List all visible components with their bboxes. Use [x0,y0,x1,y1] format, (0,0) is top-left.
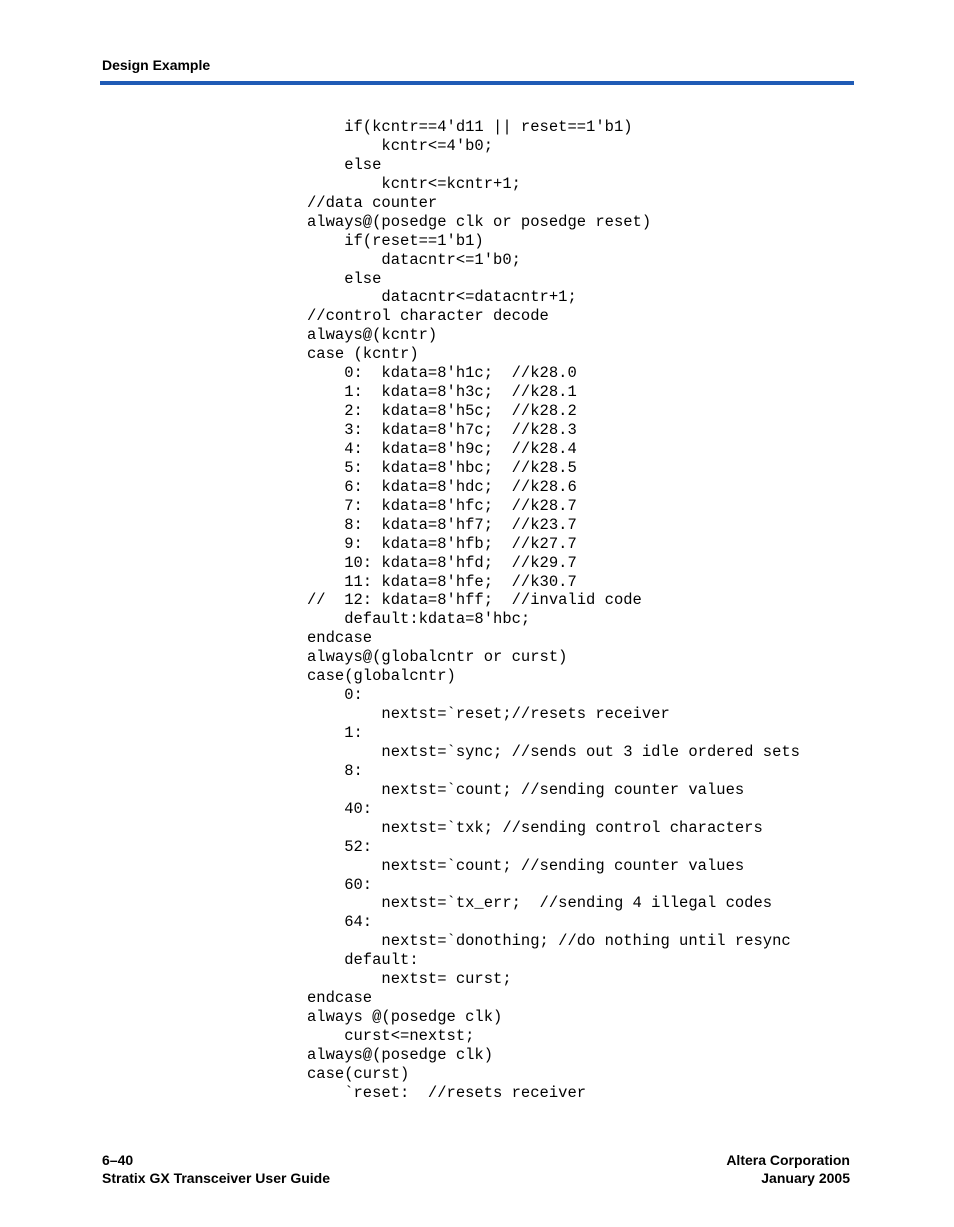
code-line: default: [307,951,419,970]
code-line: `reset: //resets receiver [307,1083,587,1102]
code-line: 2: kdata=8'h5c; //k28.2 [307,402,577,421]
code-line: 40: [307,799,373,818]
footer-right [726,1151,850,1187]
code-line: nextst=`reset;//resets receiver [307,705,670,724]
code-line: 7: kdata=8'hfc; //k28.7 [307,496,577,515]
footer-left [102,1151,330,1187]
code-line: 9: kdata=8'hfb; //k27.7 [307,534,577,553]
code-line: always@(posedge clk) [307,1045,494,1064]
code-line: 1: kdata=8'h3c; //k28.1 [307,383,577,402]
code-line: datacntr<=datacntr+1; [307,288,577,307]
code-line: 3: kdata=8'h7c; //k28.3 [307,421,577,439]
code-line: case(globalcntr) [307,667,456,686]
guide-title: Stratix GX Transceiver User Guide [102,1170,330,1186]
code-line: endcase [307,629,373,648]
code-line: endcase [307,989,373,1008]
code-line: 0: kdata=8'h1c; //k28.0 [307,364,577,383]
running-header-title: Design Example [102,57,211,73]
code-line: nextst=`donothing; //do nothing until resync [307,932,791,951]
code-line: datacntr<=1'b0; [307,250,521,269]
header-rule [100,81,854,85]
code-line: kcntr<=kcntr+1; [307,174,521,193]
code-line: //data counter [307,193,438,212]
code-line: 6: kdata=8'hdc; //k28.6 [307,477,577,496]
code-line: else [307,269,382,288]
company-name: Altera Corporation [726,1152,850,1168]
code-line: curst<=nextst; [307,1027,475,1045]
code-line: if(reset==1'b1) [307,231,484,250]
code-line: 0: [307,686,363,705]
code-line: nextst=`sync; //sends out 3 idle ordered sets [307,742,800,761]
code-line: default:kdata=8'hbc; [307,610,531,629]
code-line: case(curst) [307,1064,410,1083]
code-line: else [307,155,382,174]
code-line: always @(posedge clk) [307,1008,503,1027]
code-line: 8: kdata=8'hf7; //k23.7 [307,515,577,534]
code-line: 11: kdata=8'hfe; //k30.7 [307,572,577,591]
code-line: // 12: kdata=8'hff; //invalid code [307,591,642,610]
code-line: 4: kdata=8'h9c; //k28.4 [307,439,577,458]
code-line: 64: [307,913,373,932]
publication-date: January 2005 [761,1170,850,1186]
code-line: 5: kdata=8'hbc; //k28.5 [307,458,577,477]
code-line: 1: [307,724,363,742]
page-number: 6–40 [102,1152,134,1168]
code-line: case (kcntr) [307,345,419,364]
code-line: nextst=`txk; //sending control characters [307,818,763,837]
code-line: nextst=`tx_err; //sending 4 illegal codes [307,894,773,913]
code-line: 8: [307,761,363,780]
code-line: kcntr<=4'b0; [307,136,494,155]
code-line: 60: [307,875,373,894]
code-line: always@(globalcntr or curst) [307,648,568,667]
verilog-code-listing [307,118,800,1103]
code-line: if(kcntr==4'd11 || reset==1'b1) [307,118,633,136]
code-line: nextst= curst; [307,970,512,989]
code-line: nextst=`count; //sending counter values [307,780,745,799]
code-line: 52: [307,837,373,856]
code-line: //control character decode [307,307,549,326]
code-line: always@(posedge clk or posedge reset) [307,212,652,231]
code-line: nextst=`count; //sending counter values [307,856,745,875]
code-line: 10: kdata=8'hfd; //k29.7 [307,553,577,572]
code-line: always@(kcntr) [307,326,438,345]
